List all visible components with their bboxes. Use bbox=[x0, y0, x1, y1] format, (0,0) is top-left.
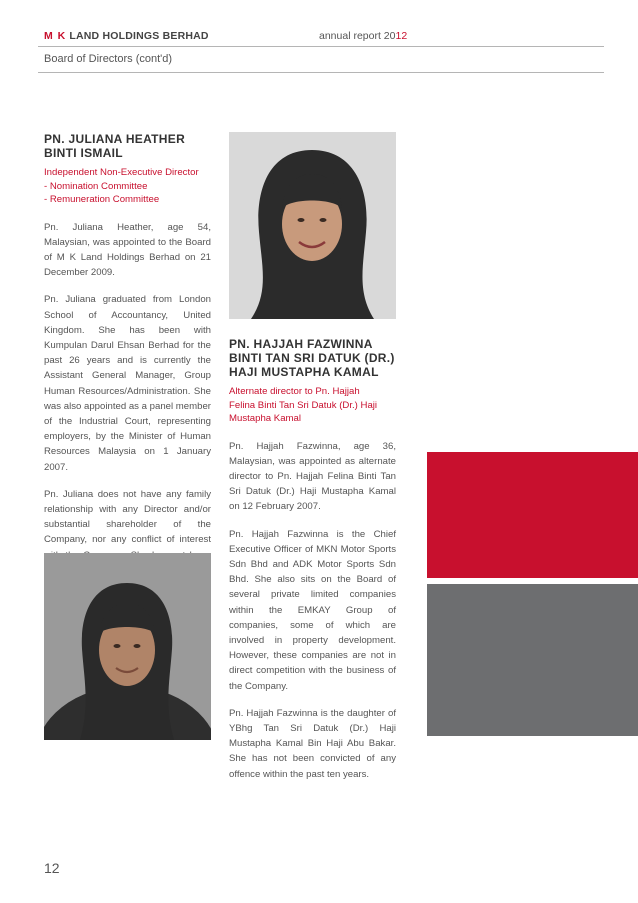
director2-role: Alternate director to Pn. Hajjah Felina Binti Tan Sri Datuk (Dr.) Haji Mustapha Kamal bbox=[229, 386, 378, 424]
page-number: 12 bbox=[44, 860, 60, 876]
director2-para2: Pn. Hajjah Fazwinna is the Chief Executive Officer of MKN Motor Sports Sdn Bhd and ADK Motor Sports Sdn Bhd. She also sits on the Board of several private limited companies within the EMKAY Group of companies, some of which are involved in property development. However, these companies are not in direct competition with the business of the Company. bbox=[229, 528, 396, 692]
director2-name: PN. HAJJAH FAZWINNA BINTI TAN SRI DATUK (DR.) HAJI MUSTAPHA KAMAL bbox=[229, 337, 395, 379]
report-year-suffix: 12 bbox=[395, 30, 408, 42]
report-label: annual report 20 bbox=[319, 30, 396, 42]
decorative-red-block bbox=[427, 452, 638, 578]
director2-column bbox=[229, 337, 396, 794]
company-name-rest: LAND HOLDINGS BERHAD bbox=[69, 30, 209, 42]
subtitle-divider bbox=[38, 72, 604, 73]
director1-role: Independent Non-Executive Director - Nomination Committee - Remuneration Committee bbox=[44, 167, 199, 205]
company-name bbox=[44, 30, 209, 42]
director2-para3: Pn. Hajjah Fazwinna is the daughter of YBhg Tan Sri Datuk (Dr.) Haji Mustapha Kamal Bin Haji Abu Bakar. She has not been convicted of any offence within the past ten years. bbox=[229, 707, 396, 780]
page-subtitle: Board of Directors (cont'd) bbox=[44, 53, 173, 65]
director1-para3: Pn. Juliana does not have any family relationship with any Director and/or substantial shareholder of the Company, nor any conflict of interest bbox=[44, 488, 211, 546]
decorative-grey-block bbox=[427, 584, 638, 736]
director1-para2: Pn. Juliana graduated from London School of Accountancy, United Kingdom. She has been with Kumpulan Darul Ehsan Berhad for the past 26 years and is currently the Assistant General Manager, Group Human Resources/Administration. She was also appointed as a panel member of the Industrial Court, representing employers, by the Minister of Human Resources Malaysia on 1 January 2007. bbox=[44, 294, 211, 473]
director1-name: PN. JULIANA HEATHER BINTI ISMAIL bbox=[44, 132, 186, 160]
director1-column bbox=[44, 132, 211, 605]
director2-photo bbox=[229, 132, 396, 319]
report-title bbox=[319, 30, 407, 42]
director1-para1: Pn. Juliana Heather, age 54, Malaysian, was appointed to the Board of M K Land Holdings Berhad on 21 December 2009. bbox=[44, 221, 211, 279]
director1-photo bbox=[44, 553, 211, 740]
company-prefix: M K bbox=[44, 30, 67, 42]
director2-para1: Pn. Hajjah Fazwinna, age 36, Malaysian, was appointed as alternate director to Pn. Hajjah Felina Binti Tan Sri Datuk (Dr.) Haji Mustapha Kamal on 12 February 2007. bbox=[229, 440, 396, 513]
header-divider bbox=[38, 46, 604, 47]
